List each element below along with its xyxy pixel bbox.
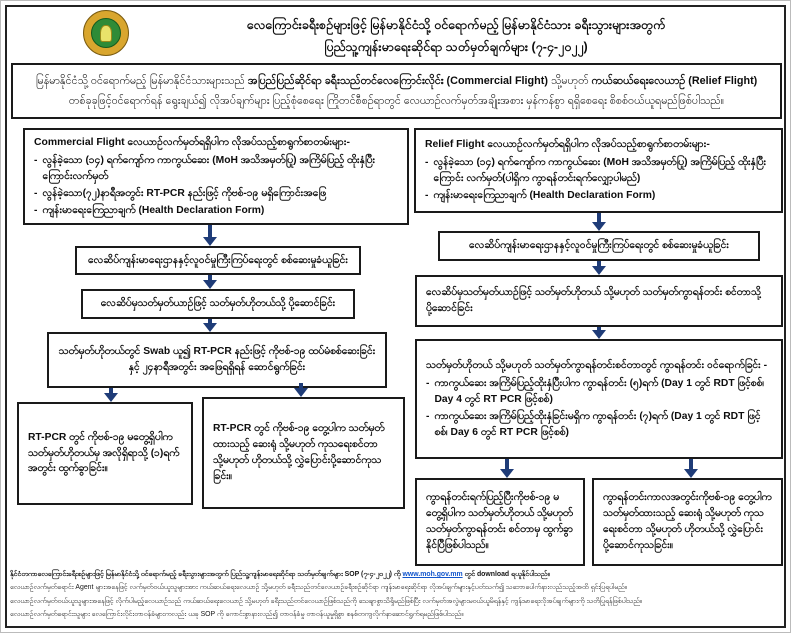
commercial-airport-check-box xyxy=(75,246,361,275)
intro-box xyxy=(11,63,782,119)
commercial-hotel-swab-test-text: သတ်မှတ်ဟိုတယ်တွင် Swab ယူ၍ RT-PCR နည်းဖြင့် ကိုဗစ်-၁၉ ထပ်မံစစ်ဆေးခြင်းနှင့် ၂၄နာရီအတွင်း အဖြေရရှိရန် ဆောင်ရွက်ခြင်း xyxy=(58,346,376,373)
bullet-text: ကာကွယ်ဆေး အကြိမ်ပြည့်ထိုးနှံပြီးပါက ကွာရန်တင်း (၅)ရက် (Day 1 တွင် RDT ဖြင့်စစ်၊ Day 4 တွင် RT PCR ဖြင့်စစ်) xyxy=(434,377,765,405)
commercial-positive-result-box xyxy=(202,397,405,509)
bullet-dash: - xyxy=(425,157,429,169)
relief-quarantine-entry-title: သတ်မှတ်ဟိုတယ် သို့မဟုတ် သတ်မှတ်ကွာရန်တင်းစင်တာတွင် ကွာရန်တင်း ဝင်ရောက်ခြင်း - xyxy=(426,359,768,371)
footer-line-1 xyxy=(10,568,784,581)
bullet-dash: - xyxy=(34,187,38,199)
list-item xyxy=(425,155,772,187)
bullet-dash: - xyxy=(426,410,430,422)
relief-quarantine-complete-box xyxy=(415,478,585,566)
footer-line1-post: တွင် download ရယူနိုင်ပါသည်။ xyxy=(462,571,550,578)
flow-arrow-down-icon xyxy=(683,459,699,478)
commercial-transport-to-hotel-box xyxy=(81,289,355,319)
intro-text xyxy=(27,71,766,112)
moh-website-link[interactable]: www.moh.gov.mm xyxy=(402,571,463,578)
relief-airport-check-text: လေဆိပ်ကျန်းမာရေးဌာနနှင့်လူဝင်မှုကြီးကြပ်ရေးတွင် စစ်ဆေးမှုခံယူခြင်း xyxy=(469,240,729,252)
intro-part2: သို့မဟုတ် xyxy=(547,74,592,87)
footer-line-2: လေယာဉ်လက်မှတ်ရောင်း Agent များအနေဖြင့် လက်မှတ်ဝယ်ယူသူများအား ကယ်ဆယ်ရေးလေယာဉ် သို့မဟုတ် ခရီးသည်တင်လေယာဉ်ခရီးစဉ်ဆိုင်ရာ ကျန်းမာရေးဆိုင်ရာ လိုအပ်ချက်များနှင့်ပတ်သက်၍ သဘောပေါက်နားလည်သည့်အထိ ရှင်းပြရပါမည်။ xyxy=(10,584,627,592)
relief-flight-documents-title: Relief Flight လေယာဉ်လက်မှတ်ရရှိပါက လိုအပ်သည့်စာရွက်စာတမ်းများ- xyxy=(425,139,710,150)
bullet-text: ကာကွယ်ဆေး အကြိမ်ပြည့်ထိုးနှံခြင်းမရှိက ကွာရန်တင်း (၇)ရက် (Day 1 တွင် RDT ဖြင့်စစ်၊ Day 6 တွင် RT PCR ဖြင့်စစ်) xyxy=(434,410,761,438)
page-title-line2: ပြည်သူ့ကျန်းမာရေးဆိုင်ရာ သတ်မှတ်ချက်များ (၇-၄-၂၀၂၂) xyxy=(324,39,588,54)
bullet-text: ကျန်းမာရေးကြေညာချက် (Health Declaration Form) xyxy=(42,204,265,216)
moh-logo-core-shape xyxy=(100,25,112,42)
relief-quarantine-complete-text: ကွာရန်တင်းရက်ပြည့်ပြီးကိုဗစ်-၁၉ မတွေ့ရှိပါက သတ်မှတ်ဟိုတယ် သို့မဟုတ် သတ်မှတ်ကွာရန်တင်း စင်တာမှ ထွက်ခွာနိုင်ပြီဖြစ်ပါသည်။ xyxy=(426,492,574,551)
footer-line-3: လေယာဉ်လက်မှတ်ဝယ်ယူသူများအနေဖြင့် လိုက်ပါမည့်လေယာဉ်သည် ကယ်ဆယ်ရေးလေယာဉ် သို့မဟုတ် ခရီးသည်တင်လေယာဉ်ဖြစ်သည်ကို သေချာစွာသိရှိမည်ဖြစ်ပြီး လက်မှတ်အလွဲများမဝယ်ယူမိရန်နှင့် ကျန်းမာရေးလိုအပ်ချက်များကို သတိပြုရန်ဖြစ်ပါသည်။ xyxy=(10,597,642,605)
bullet-text: လွန်ခဲ့သော (၁၄) ရက်ကျော်က ကာကွယ်ဆေး (MoH အသိအမှတ်ပြု) အကြိမ်ပြည့် ထိုးနှံပြီးကြောင်း လက်မှတ်(ပါရှိက ကွာရန်တင်းရက်လျှော့ပါမည်) xyxy=(433,157,767,185)
intro-bold-relief-flight: ကယ်ဆယ်ရေးလေယာဉ် (Relief Flight) xyxy=(591,74,758,87)
commercial-negative-result-text: RT-PCR တွင် ကိုဗစ်-၁၉ မတွေ့ရှိပါက သတ်မှတ်ဟိုတယ်မှ အလိုရှိရာသို့ (၁)ရက် အတွင်း ထွက်ခွာခြင်း။ xyxy=(28,431,180,475)
moh-logo-icon xyxy=(83,10,129,56)
commercial-transport-to-hotel-text: လေဆိပ်မှသတ်မှတ်ယာဉ်ဖြင့် သတ်မှတ်ဟိုတယ်သို့ ပို့ဆောင်ခြင်း xyxy=(100,298,336,310)
bullet-dash: - xyxy=(425,190,429,202)
list-item xyxy=(34,186,398,202)
bullet-text: လွန်ခဲ့သော(၇၂)နာရီအတွင်း RT-PCR နည်းဖြင့် ကိုဗစ်-၁၉ မရှိကြောင်းအဖြေ xyxy=(42,187,327,199)
moh-logo-inner-circle xyxy=(91,18,121,48)
relief-transport-to-quarantine-box xyxy=(415,275,783,327)
relief-positive-during-quarantine-text: ကွာရန်တင်းကာလအတွင်းကိုဗစ်-၁၉ တွေ့ပါက သတ်မှတ်ထားသည့် ဆေးရုံ သို့မဟုတ် ကုသရေးစင်တာ သို့မဟုတ် ဟိုတယ်သို့ လွှဲပြောင်းပို့ဆောင်ကုသခြင်း။ xyxy=(603,492,772,551)
relief-quarantine-rules-list xyxy=(426,376,772,441)
relief-flight-documents-box xyxy=(414,128,783,213)
bullet-text: လွန်ခဲ့သော (၁၄) ရက်ကျော်က ကာကွယ်ဆေး (MoH အသိအမှတ်ပြု) အကြိမ်ပြည့် ထိုးနှံပြီးကြောင်းလက်မှတ် xyxy=(42,154,376,182)
page-title-line1: လေကြောင်းခရီးစဉ်များဖြင့် မြန်မာနိုင်ငံသို့ ဝင်ရောက်မည့် မြန်မာနိုင်ငံသား ခရီးသွားများအတွက် xyxy=(246,18,666,32)
flow-arrow-down-icon xyxy=(202,275,218,289)
relief-quarantine-entry-box xyxy=(415,339,783,459)
flow-arrow-down-icon xyxy=(202,225,218,246)
footer-line1-pre: နိုင်ငံတကာလေကြောင်းခရီးစဉ်များဖြင့် မြန်မာနိုင်ငံသို့ ဝင်ရောက်မည့် ခရီးသွားများအတွက် ပြည်သူ့ကျန်းမာရေးဆိုင်ရာ သတ်မှတ်ချက်များ SOP (၇-၄-၂၀၂၂) ကို xyxy=(10,571,403,578)
commercial-negative-result-box xyxy=(17,402,193,505)
bullet-dash: - xyxy=(34,204,38,216)
flow-arrow-down-icon xyxy=(591,213,607,231)
relief-flight-documents-list xyxy=(425,155,772,204)
footer-notes xyxy=(10,568,784,622)
relief-positive-during-quarantine-box xyxy=(592,478,783,566)
list-item xyxy=(426,376,772,408)
bullet-dash: - xyxy=(34,154,38,166)
relief-airport-check-box xyxy=(438,231,760,261)
list-item xyxy=(34,203,398,219)
intro-part1: မြန်မာနိုင်ငံသို့ ဝင်ရောက်မည့် မြန်မာနိုင်ငံသားများသည် xyxy=(35,74,248,87)
commercial-flight-documents-box xyxy=(23,128,409,225)
flow-arrow-down-icon xyxy=(591,327,607,339)
bullet-dash: - xyxy=(426,377,430,389)
flow-arrow-down-icon xyxy=(103,388,119,402)
flow-arrow-down-icon xyxy=(202,319,218,332)
intro-part3: တစ်ခုခုဖြင့်ဝင်ရောက်ရန် ရွေးချယ်၍ လိုအပ်ချက်များ ပြည့်စုံစေရေး ကြိုတင်စီစဉ်ရာတွင် လေယာဉ်လက်မှတ်အချိုးအစား မှန်ကန်စွာ ရရှိစေရေး စိစစ်ဝယ်ယူရမည်ဖြစ်ပါသည်။ xyxy=(68,95,725,107)
flow-arrow-down-icon xyxy=(499,459,515,478)
flow-arrow-down-icon xyxy=(293,383,309,397)
flow-arrow-down-icon xyxy=(591,261,607,275)
intro-bold-commercial-flight: အပြည်ပြည်ဆိုင်ရာ ခရီးသည်တင်လေကြောင်းလိုင်း (Commercial Flight) xyxy=(247,74,548,87)
commercial-flight-documents-list xyxy=(34,153,398,219)
list-item xyxy=(426,409,772,441)
commercial-flight-documents-title: Commercial Flight လေယာဉ်လက်မှတ်ရရှိပါက လိုအပ်သည့်စာရွက်စာတမ်းများ- xyxy=(34,136,351,148)
commercial-positive-result-text: RT-PCR တွင် ကိုဗစ်-၁၉ တွေ့ပါက သတ်မှတ်ထားသည့် ဆေးရုံ သို့မဟုတ် ကုသရေးစင်တာ သို့မဟုတ် ဟိုတယ်သို့ လွှဲပြောင်းပို့ဆောင်ကုသခြင်း။ xyxy=(213,423,385,482)
page-title xyxy=(136,15,776,59)
bullet-text: ကျန်းမာရေးကြေညာချက် (Health Declaration Form) xyxy=(433,190,656,202)
commercial-airport-check-text: လေဆိပ်ကျန်းမာရေးဌာနနှင့်လူဝင်မှုကြီးကြပ်ရေးတွင် စစ်ဆေးမှုခံယူခြင်း xyxy=(88,254,348,266)
footer-line-4: လေယာဉ်လက်မှတ်ရောင်းသူများ လေကြောင်းလိုင်းတာဝန်ခံများကလည်း ယခု SOP ကို ကောင်းစွာနားလည်၍ တာဝန်ခံမှု တာဝန်ယူမှုရှိစွာ စနစ်တကျလိုက်နာဆောင်ရွက်ရမည်ဖြစ်ပါသည်။ xyxy=(10,611,464,619)
commercial-hotel-swab-test-box xyxy=(47,332,387,388)
relief-transport-to-quarantine-text: လေဆိပ်မှသတ်မှတ်ယာဉ်ဖြင့် သတ်မှတ်ဟိုတယ် သို့မဟုတ် သတ်မှတ်ကွာရန်တင်း စင်တာသို့ ပို့ဆောင်ခြင်း xyxy=(426,287,761,314)
list-item xyxy=(425,188,772,204)
list-item xyxy=(34,153,398,185)
